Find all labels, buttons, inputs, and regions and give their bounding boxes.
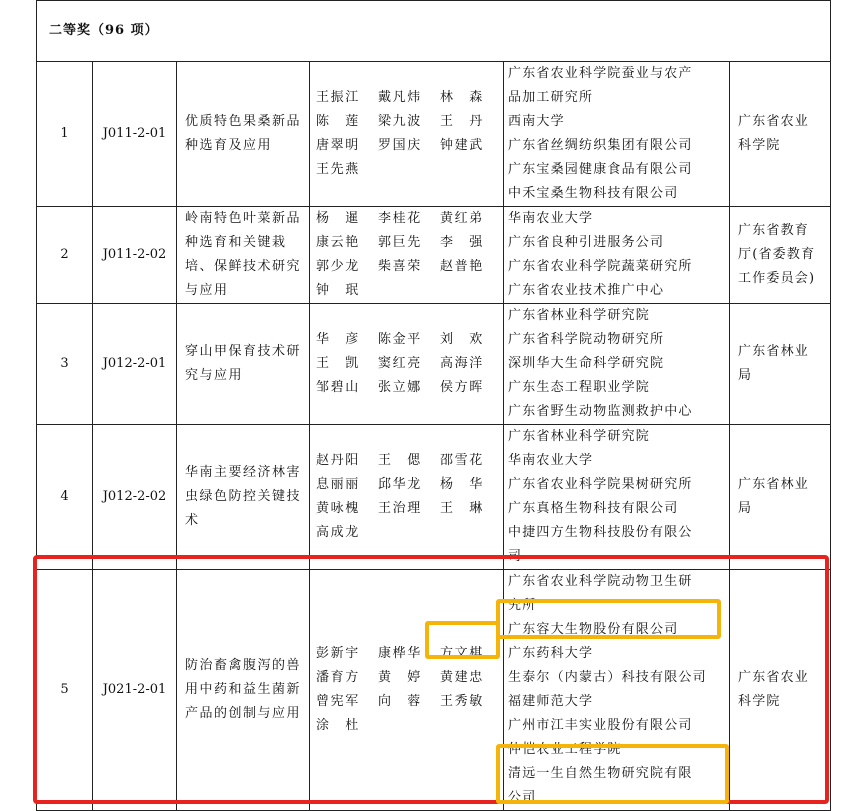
completer-name: 潘育方 <box>316 670 360 685</box>
completing-unit-line: 华南农业大学 <box>508 453 594 468</box>
completer-name: 罗国庆 <box>378 138 422 153</box>
completing-unit-line: 广东真格生物科技有限公司 <box>508 501 679 516</box>
recommender: 广东省教育厅(省委教育工作委员会) <box>730 207 831 304</box>
completer-name: 陈金平 <box>378 332 422 347</box>
completer-name: 王秀敏 <box>440 694 484 709</box>
completing-unit-line: 广东生态工程职业学院 <box>508 380 651 395</box>
completing-unit-line: 广东药科大学 <box>508 646 594 661</box>
completing-unit-line: 广东省农业科学院蚕业与农产 <box>508 66 693 81</box>
completer-name: 钟建武 <box>440 138 484 153</box>
completer-name: 李桂花 <box>378 211 422 226</box>
completer-name: 李 强 <box>440 235 484 250</box>
completer-name: 王先燕 <box>316 162 360 177</box>
completer-name: 邹碧山 <box>316 380 360 395</box>
row-number: 1 <box>37 62 93 207</box>
completer-name: 高海洋 <box>440 356 484 371</box>
award-row <box>37 304 831 425</box>
completing-unit-line: 究所 <box>508 598 537 613</box>
completer-name: 刘 欢 <box>440 332 484 347</box>
recommender: 广东省农业科学院 <box>730 570 831 811</box>
completer-name: 华 彦 <box>316 332 360 347</box>
completer-name: 梁九波 <box>378 114 422 129</box>
completing-unit-line: 广东省丝绸纺织集团有限公司 <box>508 138 693 153</box>
completing-unit-line: 广东容大生物股份有限公司 <box>508 622 679 637</box>
row-number: 5 <box>37 570 93 811</box>
completing-unit-line: 广东省林业科学研究院 <box>508 308 651 323</box>
project-name: 穿山甲保育技术研究与应用 <box>177 304 310 425</box>
completer-name: 郭少龙 <box>316 259 360 274</box>
completing-unit-line: 品加工研究所 <box>508 90 594 105</box>
completer-name: 唐翠明 <box>316 138 360 153</box>
completers-cell <box>310 304 504 425</box>
completer-name: 高成龙 <box>316 525 360 540</box>
completer-name: 陈 莲 <box>316 114 360 129</box>
completing-unit-line: 广东省农业技术推广中心 <box>508 283 665 298</box>
completing-unit-line: 广东宝桑园健康食品有限公司 <box>508 162 693 177</box>
award-row <box>37 570 831 811</box>
completer-name: 邵雪花 <box>440 453 484 468</box>
project-code: J021-2-01 <box>93 570 177 811</box>
project-name: 优质特色果桑新品种选育及应用 <box>177 62 310 207</box>
completing-unit-line: 生泰尔（内蒙古）科技有限公司 <box>508 670 707 685</box>
completer-name: 王治理 <box>378 501 422 516</box>
completer-name: 侯方晖 <box>440 380 484 395</box>
completer-name: 柴喜荣 <box>378 259 422 274</box>
project-name: 岭南特色叶菜新品种选育和关键栽培、保鲜技术研究与应用 <box>177 207 310 304</box>
completer-name: 彭新宇 <box>316 646 360 661</box>
completers-list <box>316 449 497 545</box>
project-name: 防治畜禽腹泻的兽用中药和益生菌新产品的创制与应用 <box>177 570 310 811</box>
completer-name: 息丽丽 <box>316 477 360 492</box>
completer-name: 涂 杜 <box>316 718 360 733</box>
award-row <box>37 207 831 304</box>
project-code: J012-2-02 <box>93 425 177 570</box>
project-code: J012-2-01 <box>93 304 177 425</box>
units-cell <box>504 425 730 570</box>
row-number: 2 <box>37 207 93 304</box>
completers-cell <box>310 207 504 304</box>
completer-name: 王 凯 <box>316 356 360 371</box>
completer-name: 林 森 <box>440 90 484 105</box>
recommender: 广东省农业科学院 <box>730 62 831 207</box>
units-cell <box>504 570 730 811</box>
recommender: 广东省林业局 <box>730 425 831 570</box>
completing-unit-line: 广东省农业科学院果树研究所 <box>508 477 693 492</box>
completing-unit-line: 华南农业大学 <box>508 211 594 226</box>
completer-name: 钟 珉 <box>316 283 360 298</box>
completing-unit-line: 公司 <box>508 790 537 805</box>
completing-unit-line: 广东省野生动物监测救护中心 <box>508 404 693 419</box>
completing-unit-line: 广州市江丰实业股份有限公司 <box>508 718 693 733</box>
completer-name: 向 蓉 <box>378 694 422 709</box>
completer-name: 康桦华 <box>378 646 422 661</box>
completer-name: 戴凡炜 <box>378 90 422 105</box>
row-number: 4 <box>37 425 93 570</box>
project-code: J011-2-01 <box>93 62 177 207</box>
completing-unit-line: 广东省林业科学研究院 <box>508 429 651 444</box>
award-level-heading: 二等奖（96 项） <box>37 1 831 62</box>
completer-name: 窦红亮 <box>378 356 422 371</box>
completing-unit-line: 广东省农业科学院蔬菜研究所 <box>508 259 693 274</box>
units-cell <box>504 62 730 207</box>
completer-name: 曾宪军 <box>316 694 360 709</box>
completing-unit-line: 福建师范大学 <box>508 694 594 709</box>
completing-unit-line: 中禾宝桑生物科技有限公司 <box>508 186 679 201</box>
units-cell <box>504 207 730 304</box>
completing-unit-line: 司 <box>508 549 523 564</box>
completer-name: 张立娜 <box>378 380 422 395</box>
completer-name: 康云艳 <box>316 235 360 250</box>
completer-name: 王振江 <box>316 90 360 105</box>
completer-name: 黄建忠 <box>440 670 484 685</box>
completing-unit-line: 仲恺农业工程学院 <box>508 742 622 757</box>
completer-name: 王 琳 <box>440 501 484 516</box>
row-number: 3 <box>37 304 93 425</box>
completing-unit-line: 广东省良种引进服务公司 <box>508 235 665 250</box>
completer-name: 赵普艳 <box>440 259 484 274</box>
completers-list <box>316 207 497 303</box>
completer-name: 杨 暹 <box>316 211 360 226</box>
completers-cell <box>310 425 504 570</box>
award-row <box>37 62 831 207</box>
project-name: 华南主要经济林害虫绿色防控关键技术 <box>177 425 310 570</box>
completers-cell <box>310 570 504 811</box>
project-code: J011-2-02 <box>93 207 177 304</box>
completer-name: 郭巨先 <box>378 235 422 250</box>
completer-name: 赵丹阳 <box>316 453 360 468</box>
completer-name: 黄 婷 <box>378 670 422 685</box>
completers-list <box>316 642 497 738</box>
completer-name: 黄咏槐 <box>316 501 360 516</box>
heading-row <box>37 1 831 62</box>
completing-unit-line: 深圳华大生命科学研究院 <box>508 356 665 371</box>
completer-name: 杨 华 <box>440 477 484 492</box>
units-cell <box>504 304 730 425</box>
completers-cell <box>310 62 504 207</box>
completers-list <box>316 86 497 182</box>
award-row <box>37 425 831 570</box>
completing-unit-line: 广东省农业科学院动物卫生研 <box>508 574 693 589</box>
awards-table <box>36 0 831 811</box>
completer-name: 王 丹 <box>440 114 484 129</box>
completer-name: 邱华龙 <box>378 477 422 492</box>
completer-name: 王 偲 <box>378 453 422 468</box>
completing-unit-line: 广东省科学院动物研究所 <box>508 332 665 347</box>
recommender: 广东省林业局 <box>730 304 831 425</box>
completer-name: 黄红弟 <box>440 211 484 226</box>
completing-unit-line: 清远一生自然生物研究院有限 <box>508 766 693 781</box>
completing-unit-line: 西南大学 <box>508 114 565 129</box>
completer-name: 方文棋 <box>440 646 484 661</box>
completing-unit-line: 中捷四方生物科技股份有限公 <box>508 525 693 540</box>
completers-list <box>316 328 497 400</box>
